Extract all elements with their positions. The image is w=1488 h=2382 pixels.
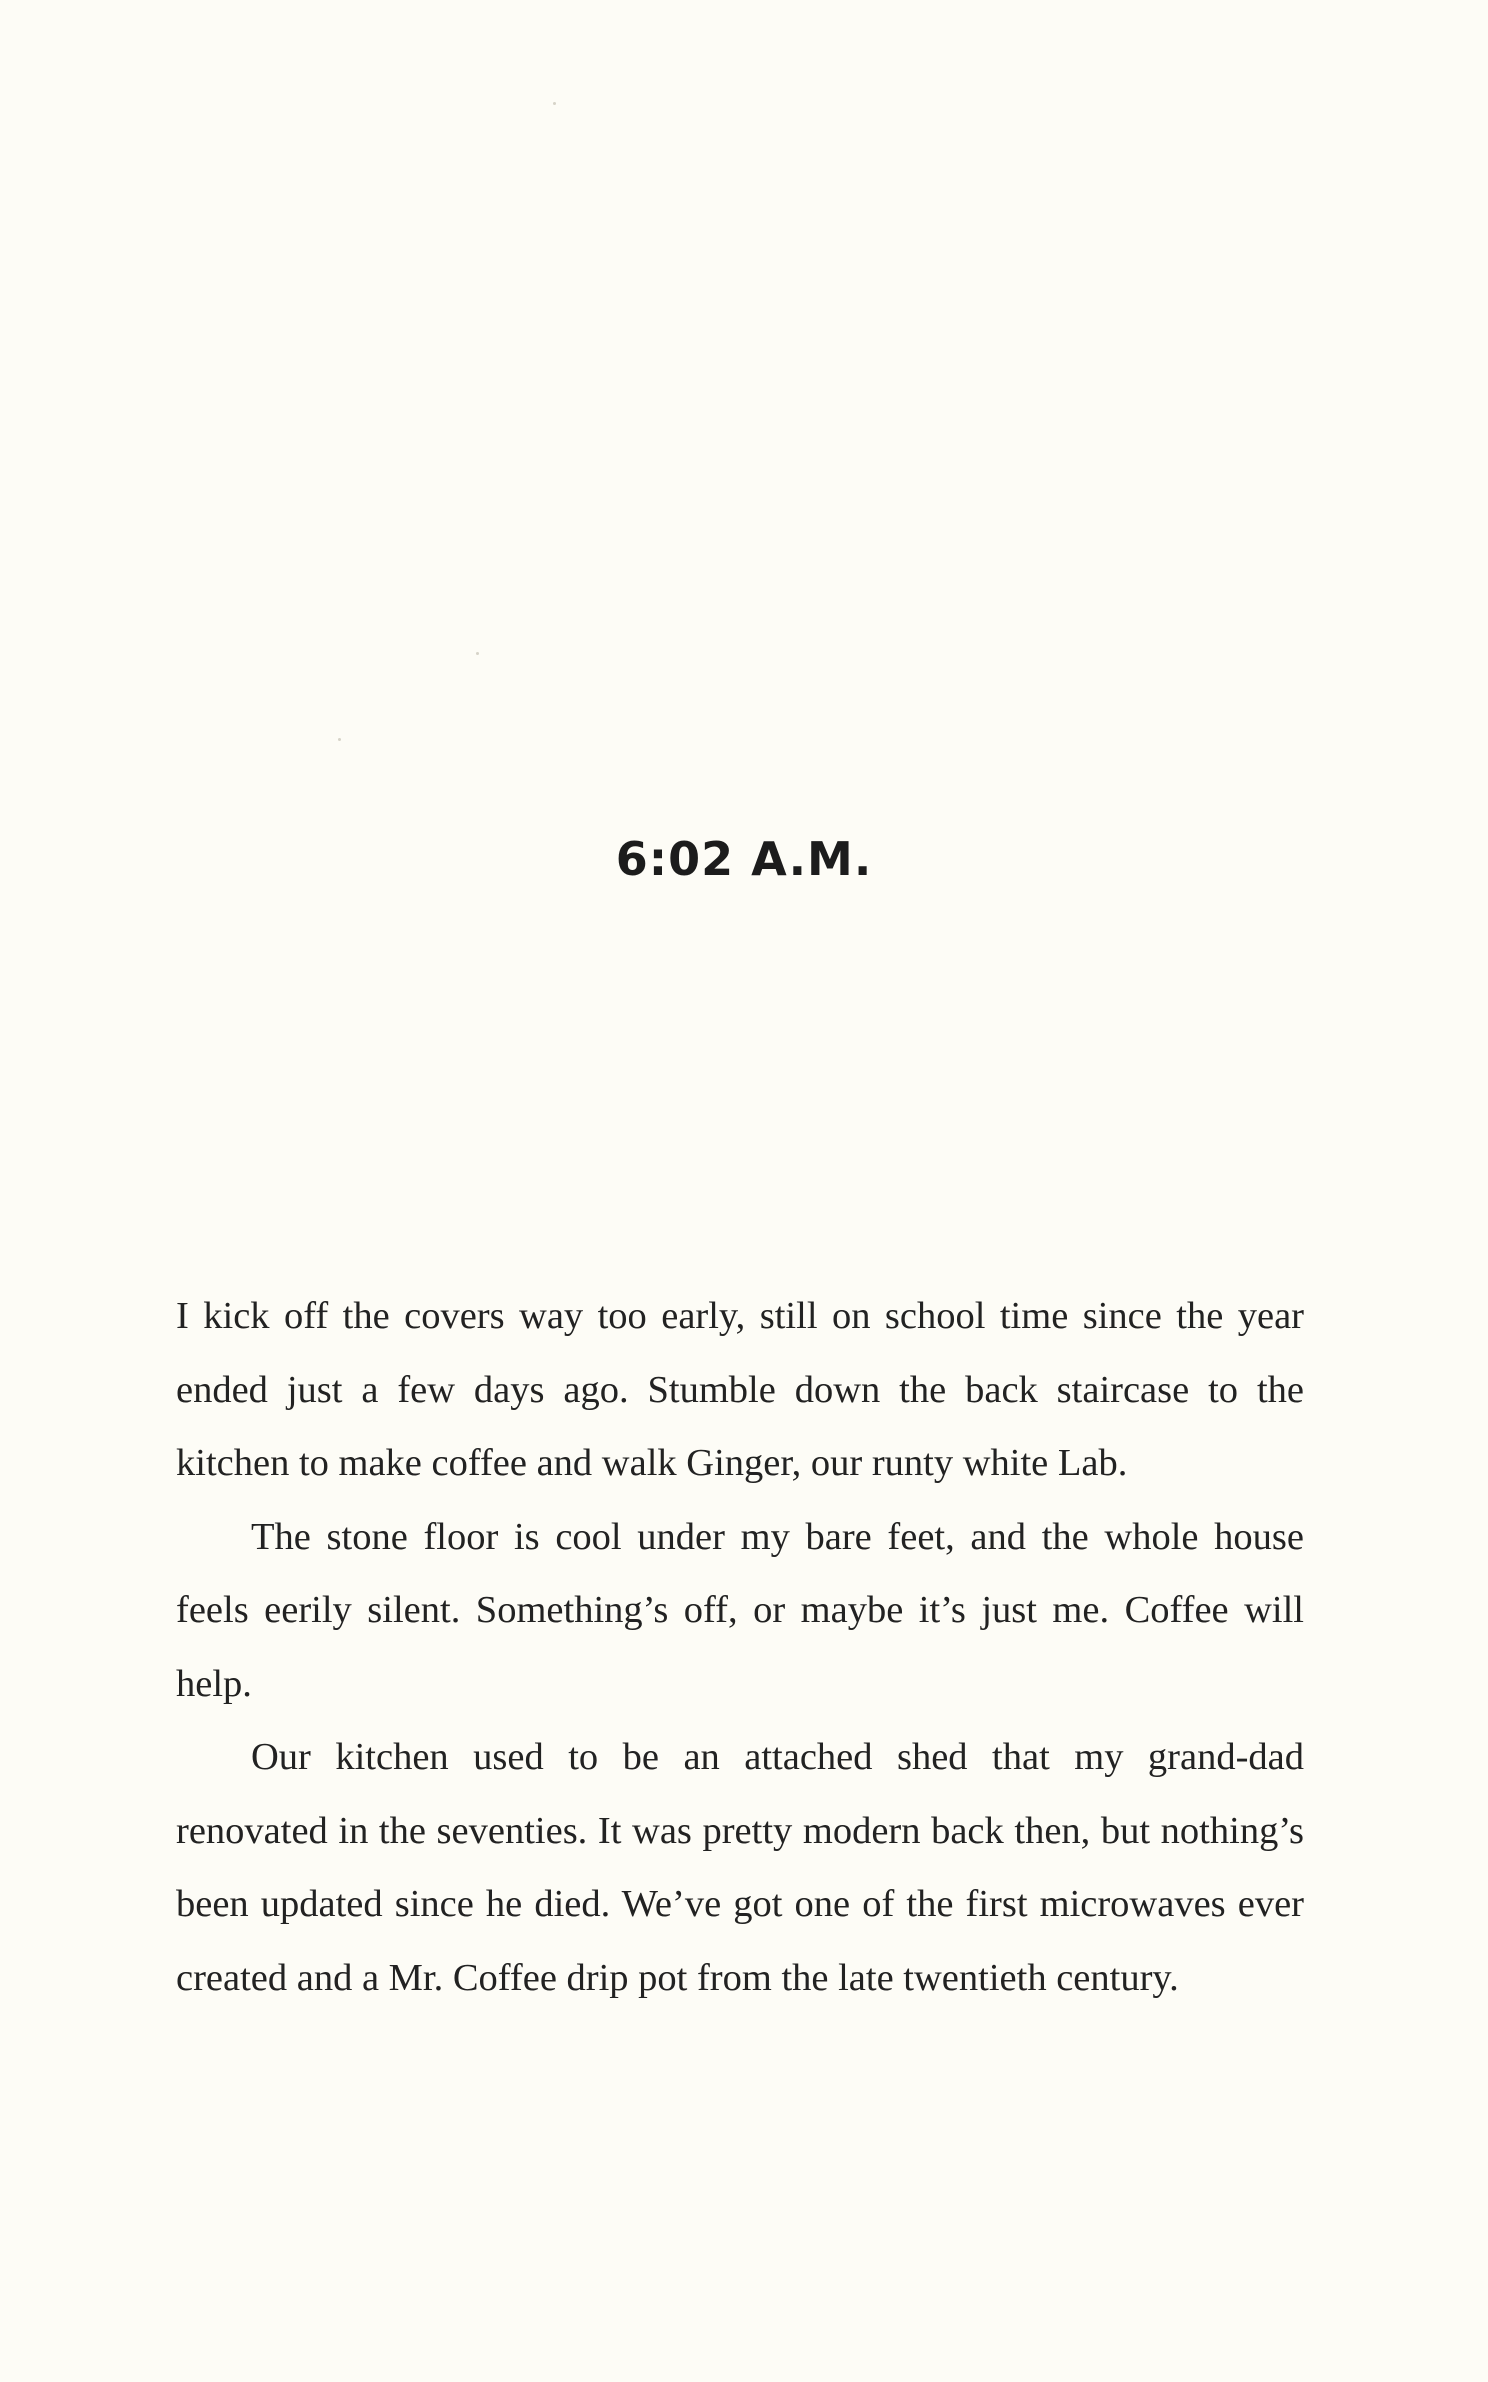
paragraph-2: The stone floor is cool under my bare feet, and the whole house feels eerily silent. Something’s off, or maybe it’s just me. Coffee will help. xyxy=(176,1515,1304,1705)
paragraph-3: Our kitchen used to be an attached shed that my grand-dad renovated in the seventies. It was pretty modern back then, but nothing’s been updated since he died. We’ve got one of the first microwaves ever created and a Mr. Coffee drip pot from the late twentieth century. xyxy=(176,1736,1304,1999)
paper-speck xyxy=(338,738,341,741)
body-text xyxy=(176,1280,1304,2015)
paragraph-1: I kick off the covers way too early, still on school time since the year ended just a few days ago. Stumble down the back staircase to the kitchen to make coffee and walk Ginger, our runty white Lab. xyxy=(176,1295,1304,1484)
paper-speck xyxy=(553,102,556,105)
paper-speck xyxy=(476,652,479,655)
chapter-heading: 6:02 A.M. xyxy=(615,832,873,886)
